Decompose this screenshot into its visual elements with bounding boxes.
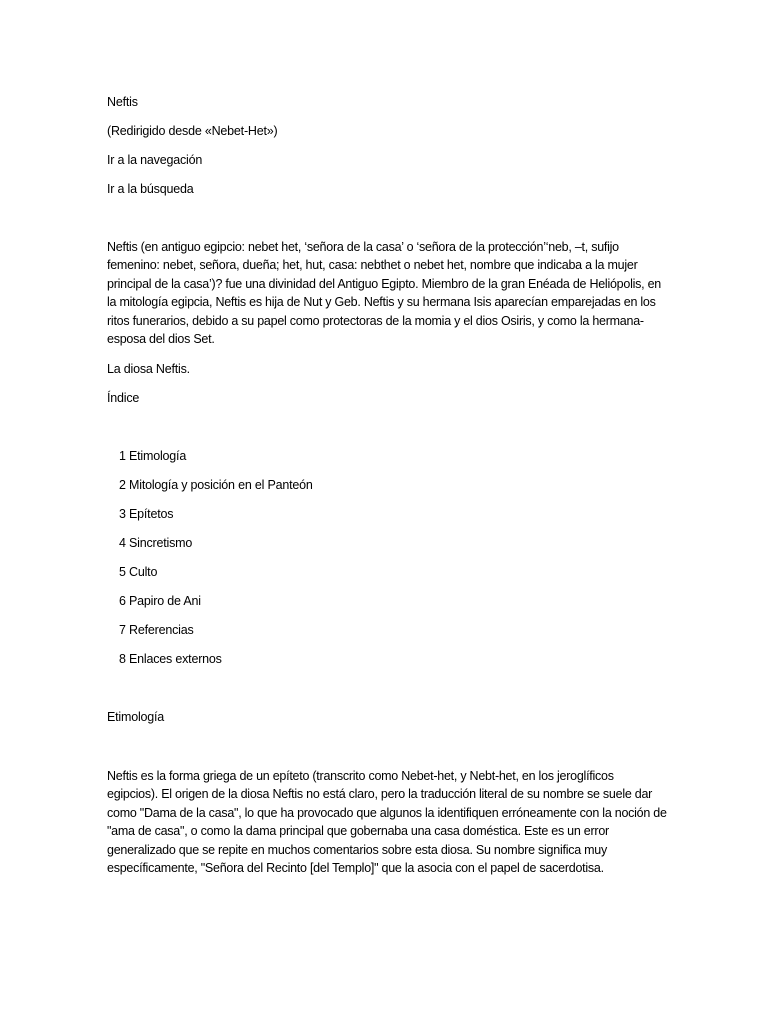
toc-item-culto[interactable]: 5 Culto — [119, 565, 158, 579]
image-caption: La diosa Neftis. — [107, 362, 190, 376]
nav-link[interactable]: Ir a la navegación — [107, 153, 203, 167]
toc-item-enlaces[interactable]: 8 Enlaces externos — [119, 652, 222, 666]
intro-paragraph: Neftis (en antiguo egipcio: nebet het, ‘señora de la casa’ o ‘señora de la protección’‘neb, –t, sufijo femenino: nebet, señora, dueña; het, hut, casa: nebthet o nebet het, nombre que indicaba a la mujer principal de la casa’)? fue una divinidad del Antiguo Egipto. Miembro de la gran Enéada de Heliópolis, en la mitología egipcia, Neftis es hija de Nut y Geb. Neftis y su hermana Isis aparecían emparejadas en los ritos funerarios, debido a su papel como protectoras de la momia y el dios Osiris, y como la hermana-esposa del dios Set. — [107, 240, 661, 347]
toc-item-sincretismo[interactable]: 4 Sincretismo — [119, 536, 193, 550]
section-heading: Etimología — [107, 710, 165, 724]
index-heading: Índice — [107, 391, 140, 405]
toc-item-referencias[interactable]: 7 Referencias — [119, 623, 194, 637]
toc-item-epitetos[interactable]: 3 Epítetos — [119, 507, 174, 521]
toc-item-papiro[interactable]: 6 Papiro de Ani — [119, 594, 201, 608]
page-title: Neftis — [107, 95, 138, 109]
toc-item-etimologia[interactable]: 1 Etimología — [119, 449, 187, 463]
redirect-note: (Redirigido desde «Nebet-Het») — [107, 124, 278, 138]
search-link[interactable]: Ir a la búsqueda — [107, 182, 194, 196]
etymology-paragraph: Neftis es la forma griega de un epíteto (transcrito como Nebet-het, y Nebt-het, en los jeroglíficos egipcios). El origen de la diosa Neftis no está claro, pero la traducción literal de su nombre se suele dar como "Dama de la casa", lo que ha provocado que algunos la identifiquen erróneamente con la noción de "ama de casa", o como la dama principal que gobernaba una casa doméstica. Este es un error generalizado que se repite en muchos comentarios sobre esta diosa. Su nombre significa muy específicamente, "Señora del Recinto [del Templo]" que la asocia con el papel de sacerdotisa. — [107, 769, 667, 876]
toc-item-mitologia[interactable]: 2 Mitología y posición en el Panteón — [119, 478, 313, 492]
